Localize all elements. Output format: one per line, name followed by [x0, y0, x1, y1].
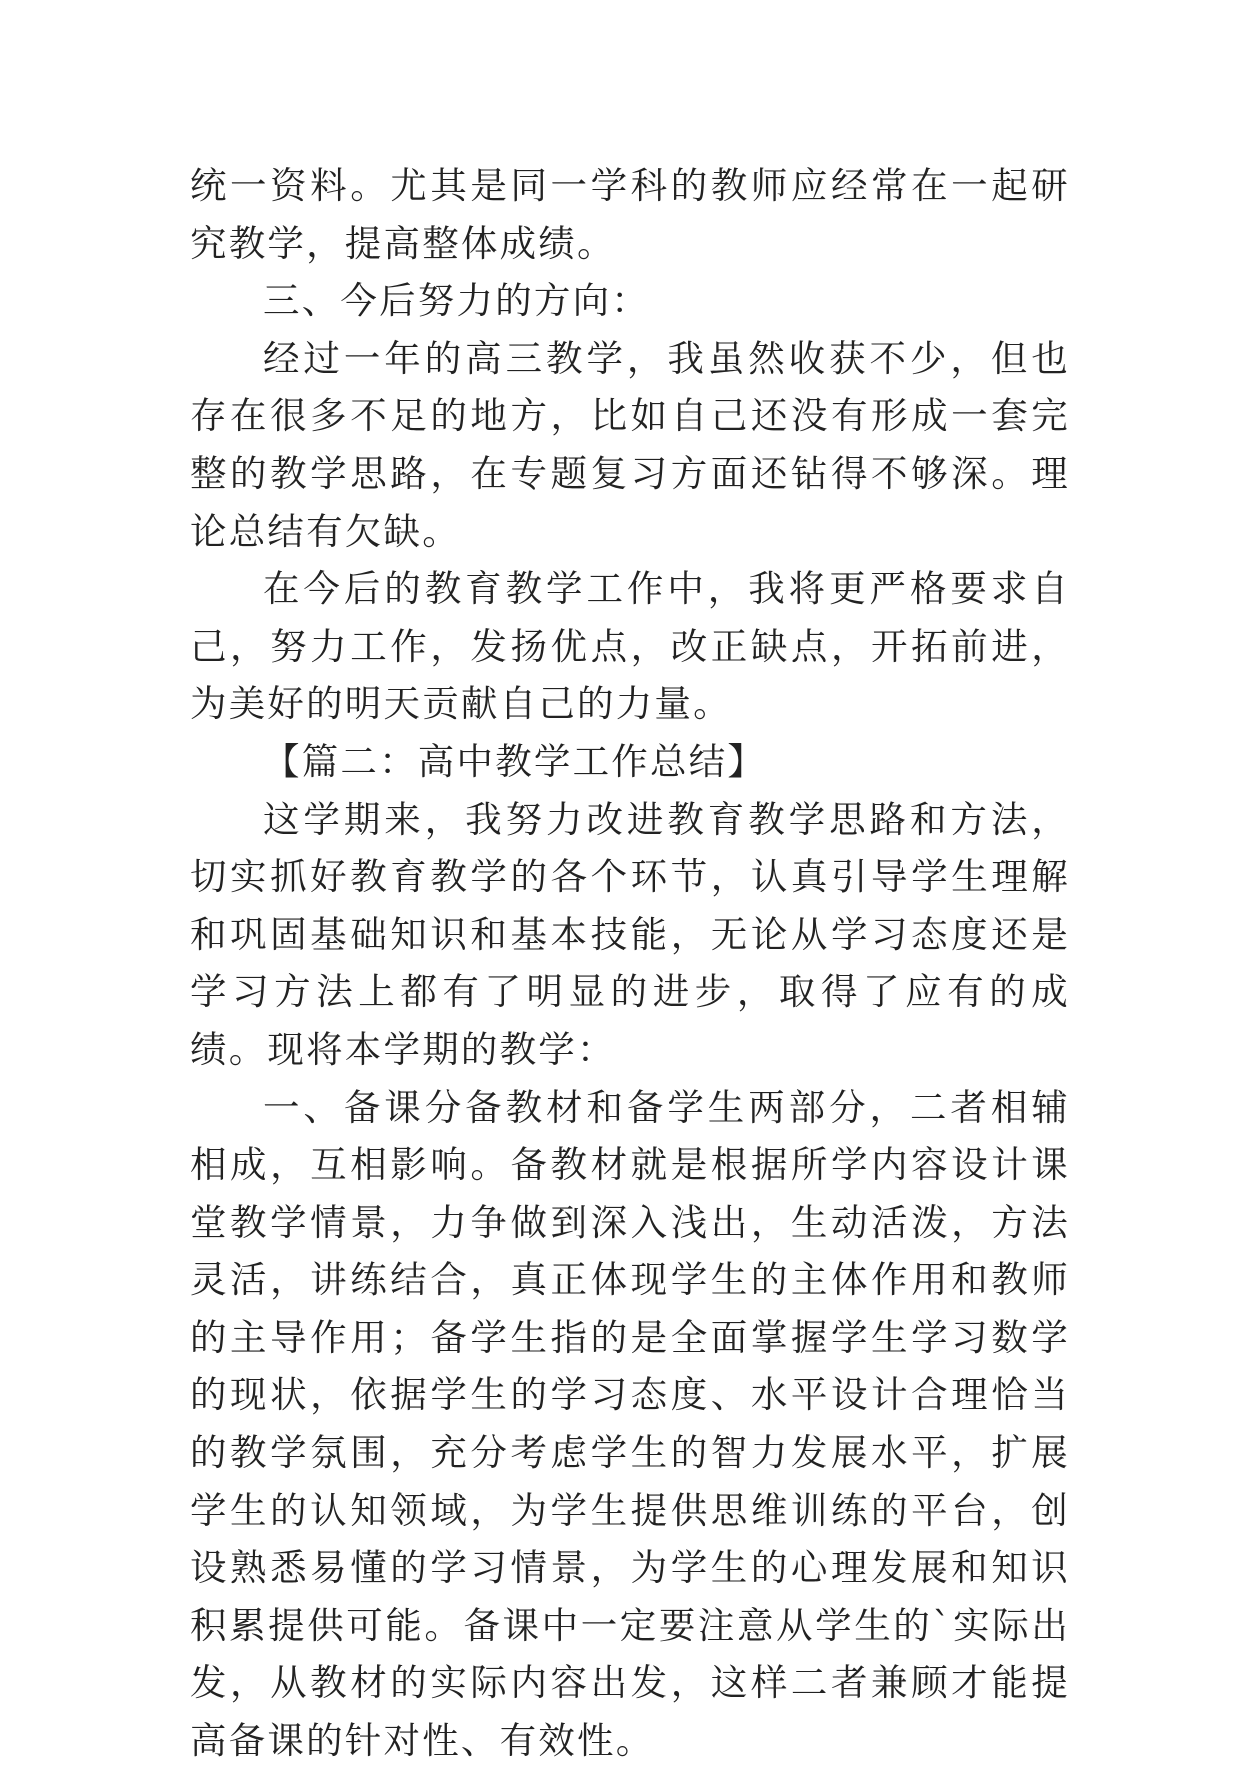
paragraph-shortcomings: 经过一年的高三教学，我虽然收获不少，但也存在很多不足的地方，比如自己还没有形成一套完整的教学思路，在专题复习方面还钻得不够深。理论总结有欠缺。 [190, 336, 1070, 553]
paragraph-future-work: 在今后的教育教学工作中，我将更严格要求自己，努力工作，发扬优点，改正缺点，开拓前进，为美好的明天贡献自己的力量。 [190, 567, 1070, 726]
section-heading-future-direction: 三、今后努力的方向： [263, 279, 650, 323]
chapter-title-part-two: 【篇二：高中教学工作总结】 [263, 739, 767, 783]
paragraph-lesson-preparation: 一、备课分备教材和备学生两部分，二者相辅相成，互相影响。备教材就是根据所学内容设计课堂教学情景，力争做到深入浅出，生动活泼，方法灵活，讲练结合，真正体现学生的主体作用和教师的主导作用；备学生指的是全面掌握学生学习数学的现状，依据学生的学习态度、水平设计合理恰当的教学氛围，充分考虑学生的智力发展水平，扩展学生的认知领域，为学生提供思维训练的平台，创设熟悉易懂的学习情景，为学生的心理发展和知识积累提供可能。备课中一定要注意从学生的`实际出发，从教材的实际内容出发，这样二者兼顾才能提高备课的针对性、有效性。 [190, 1085, 1070, 1763]
paragraph-semester-intro: 这学期来，我努力改进教育教学思路和方法，切实抓好教育教学的各个环节，认真引导学生理解和巩固基础知识和基本技能，无论从学习态度还是学习方法上都有了明显的进步，取得了应有的成绩。现将本学期的教学： [190, 797, 1070, 1071]
document-body [190, 157, 1070, 1770]
paragraph-continuation: 统一资料。尤其是同一学科的教师应经常在一起研究教学，提高整体成绩。 [190, 164, 1070, 265]
